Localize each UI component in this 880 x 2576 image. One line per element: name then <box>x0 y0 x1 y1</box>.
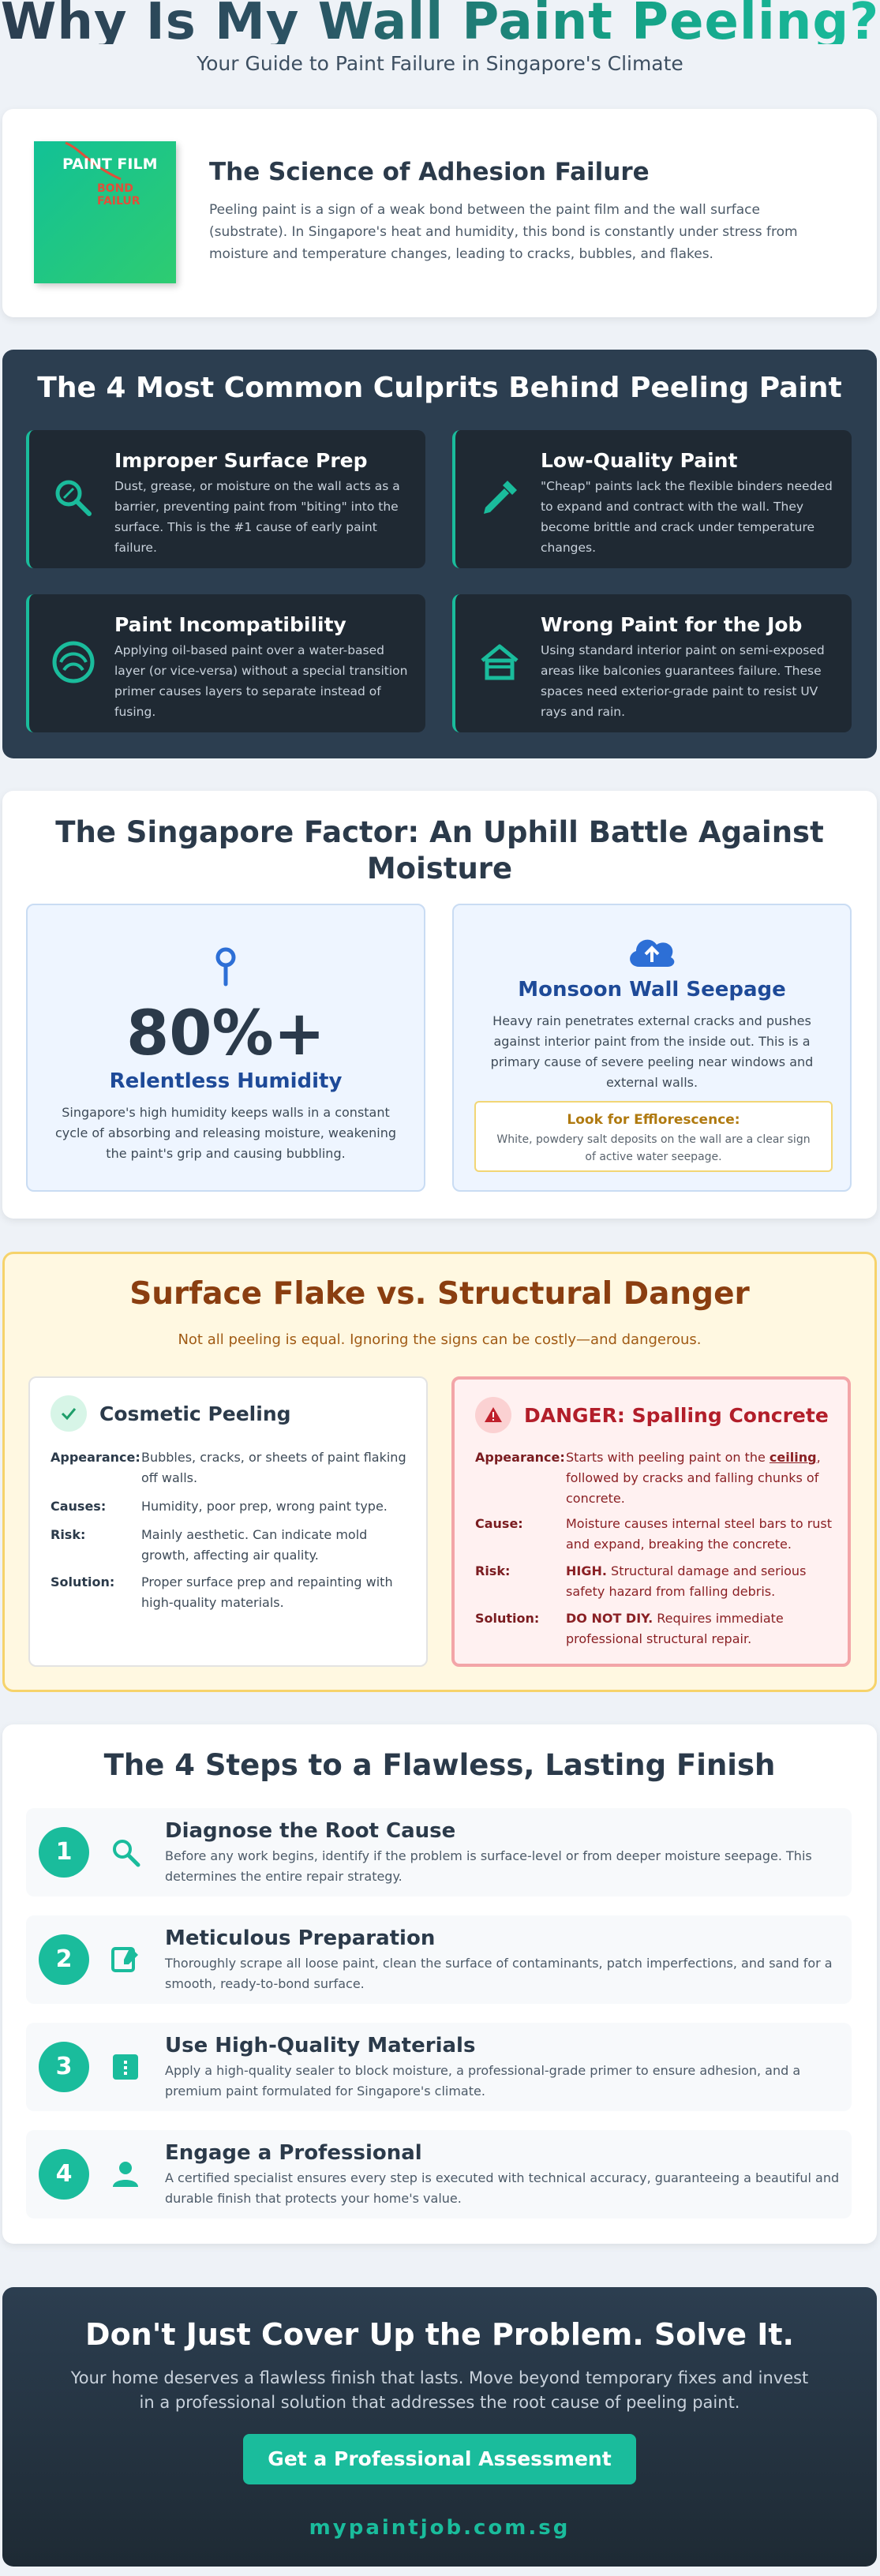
edit-icon <box>110 1944 141 1975</box>
paint-film-label: PAINT FILM <box>62 155 158 173</box>
row-value: Bubbles, cracks, or sheets of paint flaking off walls. <box>141 1450 406 1485</box>
person-icon <box>110 2159 141 2190</box>
cosmetic-title: Cosmetic Peeling <box>99 1402 291 1425</box>
step-text: Before any work begins, identify if the problem is surface-level or from deeper moisture seepage. This determines the entire repair strategy. <box>165 1848 812 1884</box>
efflorescence-callout <box>474 1101 833 1172</box>
step-1 <box>26 1808 852 1896</box>
step-text: Thoroughly scrape all loose paint, clean the surface of contaminants, patch imperfections, and sand for a smooth, ready-to-bond surface. <box>165 1956 833 1991</box>
culprit-card-surface-prep <box>26 430 425 568</box>
steps-heading: The 4 Steps to a Flawless, Lasting Finish <box>103 1748 776 1782</box>
risk-level: HIGH. <box>566 1563 607 1578</box>
steps-section <box>2 1724 877 2244</box>
paint-can-icon <box>110 2051 141 2083</box>
cloud-upload-icon <box>625 932 679 970</box>
cta-text: Your home deserves a flawless finish that lasts. Move beyond temporary fixes and invest in a professional solution that addresses the root cause of peeling paint. <box>70 2368 809 2412</box>
culprit-card-low-quality-paint <box>452 430 852 568</box>
efflorescence-title: Look for Efflorescence: <box>567 1112 740 1128</box>
culprit-title: Paint Incompatibility <box>114 613 346 636</box>
row-key: Solution: <box>475 1611 540 1626</box>
row-key: Risk: <box>51 1527 86 1542</box>
page-title: Why Is My Wall Paint Peeling? <box>0 0 880 51</box>
paint-film-illustration <box>34 141 176 283</box>
row-key: Risk: <box>475 1563 511 1578</box>
step-text: Apply a high-quality sealer to block moisture, a professional-grade primer to ensure adhesion, and a premium paint formulated for Singapore's climate. <box>165 2063 801 2099</box>
hero-header <box>0 0 880 75</box>
website-link[interactable]: mypaintjob.com.sg <box>309 2516 571 2540</box>
danger-lead: Not all peeling is equal. Ignoring the signs can be costly—and dangerous. <box>178 1331 702 1348</box>
step-4 <box>26 2130 852 2218</box>
culprit-title: Improper Surface Prep <box>114 449 368 472</box>
danger-heading: Surface Flake vs. Structural Danger <box>129 1276 750 1312</box>
row-key: Appearance: <box>475 1450 565 1465</box>
danger-section <box>2 1252 877 1692</box>
check-badge <box>51 1395 87 1432</box>
science-heading: The Science of Adhesion Failure <box>209 158 650 186</box>
step-number: 1 <box>39 1827 89 1878</box>
step-title: Meticulous Preparation <box>165 1926 436 1950</box>
assessment-button[interactable]: Get a Professional Assessment <box>243 2434 636 2484</box>
culprit-text: "Cheap" paints lack the flexible binders needed to expand and contract with the wall. They become brittle and crack under temperature changes. <box>541 479 833 555</box>
culprit-text: Dust, grease, or moisture on the wall acts as a barrier, preventing paint from "biting" into the surface. This is the #1 cause of early paint failure. <box>114 479 400 555</box>
risk-text: Structural damage and serious safety hazard from falling debris. <box>566 1563 807 1599</box>
step-number: 3 <box>39 2042 89 2092</box>
culprit-card-incompatibility <box>26 594 425 732</box>
humidity-title: Relentless Humidity <box>109 1069 343 1093</box>
step-number: 4 <box>39 2149 89 2200</box>
bond-failure-label: BOND FAILUR <box>97 182 140 208</box>
dropper-icon <box>476 474 523 522</box>
culprit-title: Wrong Paint for the Job <box>541 613 803 636</box>
monsoon-text: Heavy rain penetrates external cracks and pushes against interior paint from the inside out. This is a primary cause of severe peeling near windows and external walls. <box>490 1013 814 1090</box>
cta-heading: Don't Just Cover Up the Problem. Solve It. <box>85 2317 794 2352</box>
step-title: Diagnose the Root Cause <box>165 1819 456 1843</box>
appearance-text-end: , followed by cracks and falling chunks of concrete. <box>566 1450 821 1506</box>
efflorescence-text: White, powdery salt deposits on the wall are a clear sign of active water seepage. <box>496 1133 811 1163</box>
spalling-title: DANGER: Spalling Concrete <box>524 1404 829 1427</box>
row-value: Moisture causes internal steel bars to rust and expand, breaking the concrete. <box>566 1516 833 1552</box>
row-value: Proper surface prep and repainting with high-quality materials. <box>141 1574 393 1610</box>
science-section <box>2 109 877 317</box>
page-subtitle: Your Guide to Paint Failure in Singapore's Climate <box>197 52 683 75</box>
culprit-text: Using standard interior paint on semi-exposed areas like balconies guarantees failure. These spaces need exterior-grade paint to resist UV rays and rain. <box>541 643 825 719</box>
monsoon-box <box>452 904 852 1192</box>
thermometer-icon <box>210 945 242 989</box>
cosmetic-peeling-card <box>28 1376 428 1667</box>
culprits-section <box>2 350 877 758</box>
ceiling-emphasis: ceiling <box>769 1450 817 1465</box>
spalling-concrete-card <box>451 1376 851 1667</box>
check-icon <box>59 1404 78 1423</box>
row-value: Mainly aesthetic. Can indicate mold growth, affecting air quality. <box>141 1527 368 1563</box>
step-3 <box>26 2023 852 2111</box>
science-text: Peeling paint is a sign of a weak bond between the paint film and the wall surface (substrate). In Singapore's heat and humidity, this bond is constantly under stress from moisture and temperature changes, leading to cracks, bubbles, and flakes. <box>209 202 798 262</box>
culprit-title: Low-Quality Paint <box>541 449 738 472</box>
humidity-value: 80%+ <box>125 998 326 1069</box>
step-number: 2 <box>39 1934 89 1985</box>
step-title: Engage a Professional <box>165 2141 422 2165</box>
solution-text: Requires immediate professional structural repair. <box>566 1611 784 1646</box>
row-value: Humidity, poor prep, wrong paint type. <box>141 1499 388 1514</box>
culprit-card-wrong-paint <box>452 594 852 732</box>
appearance-text: Starts with peeling paint on the <box>566 1450 770 1465</box>
solution-warning: DO NOT DIY. <box>566 1611 653 1626</box>
warning-icon <box>484 1406 503 1425</box>
humidity-box <box>26 904 425 1192</box>
step-2 <box>26 1915 852 2004</box>
row-key: Cause: <box>475 1516 523 1531</box>
house-icon <box>476 638 523 686</box>
frown-icon <box>50 638 97 686</box>
search-icon <box>110 1837 141 1868</box>
monsoon-title: Monsoon Wall Seepage <box>518 978 786 1002</box>
culprit-text: Applying oil-based paint over a water-based layer (or vice-versa) without a special transition primer causes layers to separate instead of fusing. <box>114 643 408 719</box>
cta-section <box>2 2287 877 2567</box>
row-value <box>566 1561 834 1602</box>
singapore-heading: The Singapore Factor: An Uphill Battle Against Moisture <box>55 815 824 886</box>
row-key: Solution: <box>51 1574 115 1589</box>
humidity-text: Singapore's high humidity keeps walls in a constant cycle of absorbing and releasing moisture, weakening the paint's grip and causing bubbling. <box>54 1105 397 1161</box>
row-value <box>566 1608 834 1649</box>
culprits-heading: The 4 Most Common Culprits Behind Peeling Paint <box>37 372 842 404</box>
row-key: Appearance: <box>51 1450 140 1465</box>
row-value <box>566 1447 834 1509</box>
step-text: A certified specialist ensures every step is executed with technical accuracy, guaranteeing a beautiful and durable finish that protects your home's value. <box>165 2170 840 2206</box>
singapore-section <box>2 791 877 1219</box>
step-title: Use High-Quality Materials <box>165 2034 476 2057</box>
magnifier-icon <box>50 474 97 522</box>
row-key: Causes: <box>51 1499 107 1514</box>
warning-badge <box>475 1397 511 1433</box>
